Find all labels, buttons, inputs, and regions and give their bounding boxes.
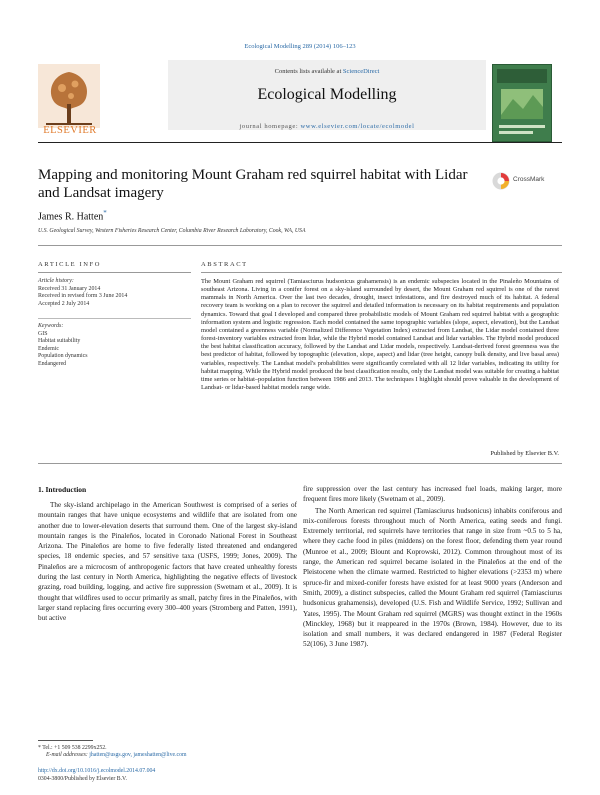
history-revised: Received in revised form 3 June 2014	[38, 293, 128, 300]
footnote-email-links[interactable]: jhatten@usgs.gov, jameshatten@live.com	[89, 752, 187, 759]
crossmark-label: CrossMark	[513, 176, 545, 183]
intro-paragraph: fire suppression over the last century has increased fuel loads, making larger, more frequent fires more likely (Swetnam et al., 2009).	[303, 485, 562, 504]
abstract-end-rule	[38, 463, 562, 464]
crossmark-icon	[492, 172, 510, 190]
author-name: James R. Hatten	[38, 211, 104, 223]
homepage-link[interactable]: www.elsevier.com/locate/ecolmodel	[300, 123, 415, 130]
abstract-rule	[201, 272, 562, 273]
abstract-publisher-note: Published by Elsevier B.V.	[490, 450, 559, 457]
homepage-prefix: journal homepage:	[239, 123, 299, 130]
history-accepted: Accepted 2 July 2014	[38, 300, 90, 307]
article-title: Mapping and monitoring Mount Graham red squirrel habitat with Lidar and Landsat imagery	[38, 167, 468, 201]
article-doi-block	[38, 768, 297, 783]
journal-homepage-line	[168, 123, 486, 130]
footnote-email-label: E-mail addresses:	[46, 752, 88, 759]
sciencedirect-link[interactable]: ScienceDirect	[342, 68, 380, 75]
elsevier-tree-logo	[38, 64, 100, 128]
footnote-rule	[38, 740, 93, 741]
journal-title: Ecological Modelling	[257, 86, 397, 103]
introduction-left-column	[38, 500, 297, 624]
introduction-heading: 1. Introduction	[38, 485, 87, 494]
abstract-heading: ABSTRACT	[201, 261, 248, 268]
article-info-heading: ARTICLE INFO	[38, 261, 102, 268]
author-footnote	[38, 745, 297, 760]
author-affiliation: U.S. Geological Survey, Western Fisheries Research Center, Columbia River Research Laboratory, Cook, WA, USA	[38, 228, 306, 234]
keyword-item: Endangered	[38, 360, 67, 367]
intro-paragraph: The North American red squirrel (Tamiasciurus hudsonicus) inhabits coniferous and mix-coniferous forests throughout much of North America, eating seeds and fungi. Extremely territorial, red squirrels have territories that range in size from ~0.5 to 5 ha, where they cache food in piles (middens) on the forest floor, defending them year round (Munroe et al., 2009; Blount and Koprowski, 2012). Common throughout most of its range, the American red squirrel became isolated in the Pinaleños at the end of the Pleistocene when the climate warmed. Restricted to higher elevations (>2353 m) where spruce-fir and mixed-conifer forests have existed for at least 9000 years (Anderson and Smith, 2009), a distinct subspecies, called the Mount Graham red squirrel (Tamiasciurus hudsonicus grahamensis), developed (U.S. Fish and Wildlife Service, 1992; Sullivan and Yates, 1995). The Mount Graham red squirrel (MGRS) was thought extinct in the 1960s (Minckley, 1968) but it reappeared in the 1970s (Brown, 1984). However, due to its isolation and small numbers, it was declared endangered in 1987 (Federal Register 52(106), 3 June 1987).	[303, 506, 562, 649]
footnote-tel: * Tel.: +1 509 538 2299x252.	[38, 745, 107, 751]
elsevier-wordmark: ELSEVIER	[43, 125, 97, 136]
keyword-item: Population dynamics	[38, 353, 88, 360]
contents-prefix: Contents lists available at	[274, 68, 342, 75]
keywords-divider	[38, 318, 191, 319]
keyword-item: Endemic	[38, 345, 59, 352]
issn-line: 0304-3800/Published by Elsevier B.V.	[38, 775, 127, 782]
header-divider	[38, 142, 562, 143]
article-info-rule	[38, 272, 191, 273]
affiliation-divider	[38, 245, 562, 246]
introduction-right-column	[303, 484, 562, 650]
keyword-item: GIS	[38, 330, 48, 337]
crossmark-badge[interactable]	[492, 171, 554, 191]
keyword-item: Habitat suitability	[38, 338, 81, 345]
keywords-list	[38, 323, 191, 369]
abstract-body: The Mount Graham red squirrel (Tamiasciurus hudsonicus grahamensis) is an endemic subspecies located in the Pinaleño Mountains of southeast Arizona. Living in a conifer forest on a sky-island surrounded by desert, the Mount Graham red squirrel is one of the rarest mammals in North America. Over the last two decades, drought, insect infestations, and fire destroyed much of its habitat. A federal recovery team is working on a plan to recover the squirrel and detailed information is necessary on its habitat requirements and population dynamics. Toward that goal I developed and compared three probabilistic models of Mount Graham red squirrel habitat with a geographic information system and logistic regression. Each model contained the same topographic variables (slope, aspect, elevation), but the Landsat model contained a greenness variable (Normalized Difference Vegetation Index) extracted from Landsat, the Lidar model contained three forest-inventory variables extracted from lidar, while the Hybrid model contained Landsat and lidar variables. The Hybrid model produced the best habitat classification accuracy, followed by the Landsat and Lidar models, respectively. Landsat-derived forest greenness was the best predictor of habitat, followed by topographic (elevation, slope, aspect) and lidar (tree height, canopy bulk density, and live basal area) variables, respectively. The Landsat model's probabilities were significantly correlated with all 12 lidar variables, indicating its utility for habitat mapping. While the Hybrid model produced the best classification results, only the Landsat model was suitable for creating a habitat time series or habitat–population function between 1986 and 2013. The techniques I highlight should prove valuable in the development of Landsat- or lidar-based habitat models range wide.	[201, 278, 560, 392]
doi-link[interactable]: http://dx.doi.org/10.1016/j.ecolmodel.2014.07.004	[38, 768, 156, 774]
author-line	[38, 209, 107, 222]
history-received: Received 31 January 2014	[38, 285, 101, 292]
footnote-email-line	[38, 752, 297, 759]
keywords-label: Keywords:	[38, 323, 64, 329]
contents-line	[168, 68, 486, 75]
intro-paragraph: The sky-island archipelago in the American Southwest is comprised of a series of mountain ranges that have unique ecosystems and wildlife that are isolated from one another due to lower-elevation deserts that surround them. One of the largest sky-island mountain ranges is the Pinaleños, located in Coronado National Forest in Southeast Arizona. The Pinaleños are home to five federally listed threatened and endangered species, 18 endemic species, and 57 sensitive taxa (USFS, 1999; Jones, 2009). The Pinaleños are a microcosm of anthropogenic factors that have created unhealthy forests during the last century in North America, highlighting the negative effects of livestock grazing, road building, logging, and active fire suppression (Swetnam et al., 2009). It is thought that wildfires used to occur primarily as small, patchy fires in the Pinaleños, with larger stand replacing fires occurring every 300–400 years (Stromberg and Patten, 1991), but active	[38, 501, 297, 623]
journal-cover-thumbnail	[492, 64, 552, 142]
author-footnote-mark[interactable]: *	[103, 209, 107, 217]
article-history	[38, 278, 191, 308]
journal-citation[interactable]: Ecological Modelling 289 (2014) 106–123	[244, 43, 356, 50]
history-label: Article history:	[38, 278, 74, 284]
